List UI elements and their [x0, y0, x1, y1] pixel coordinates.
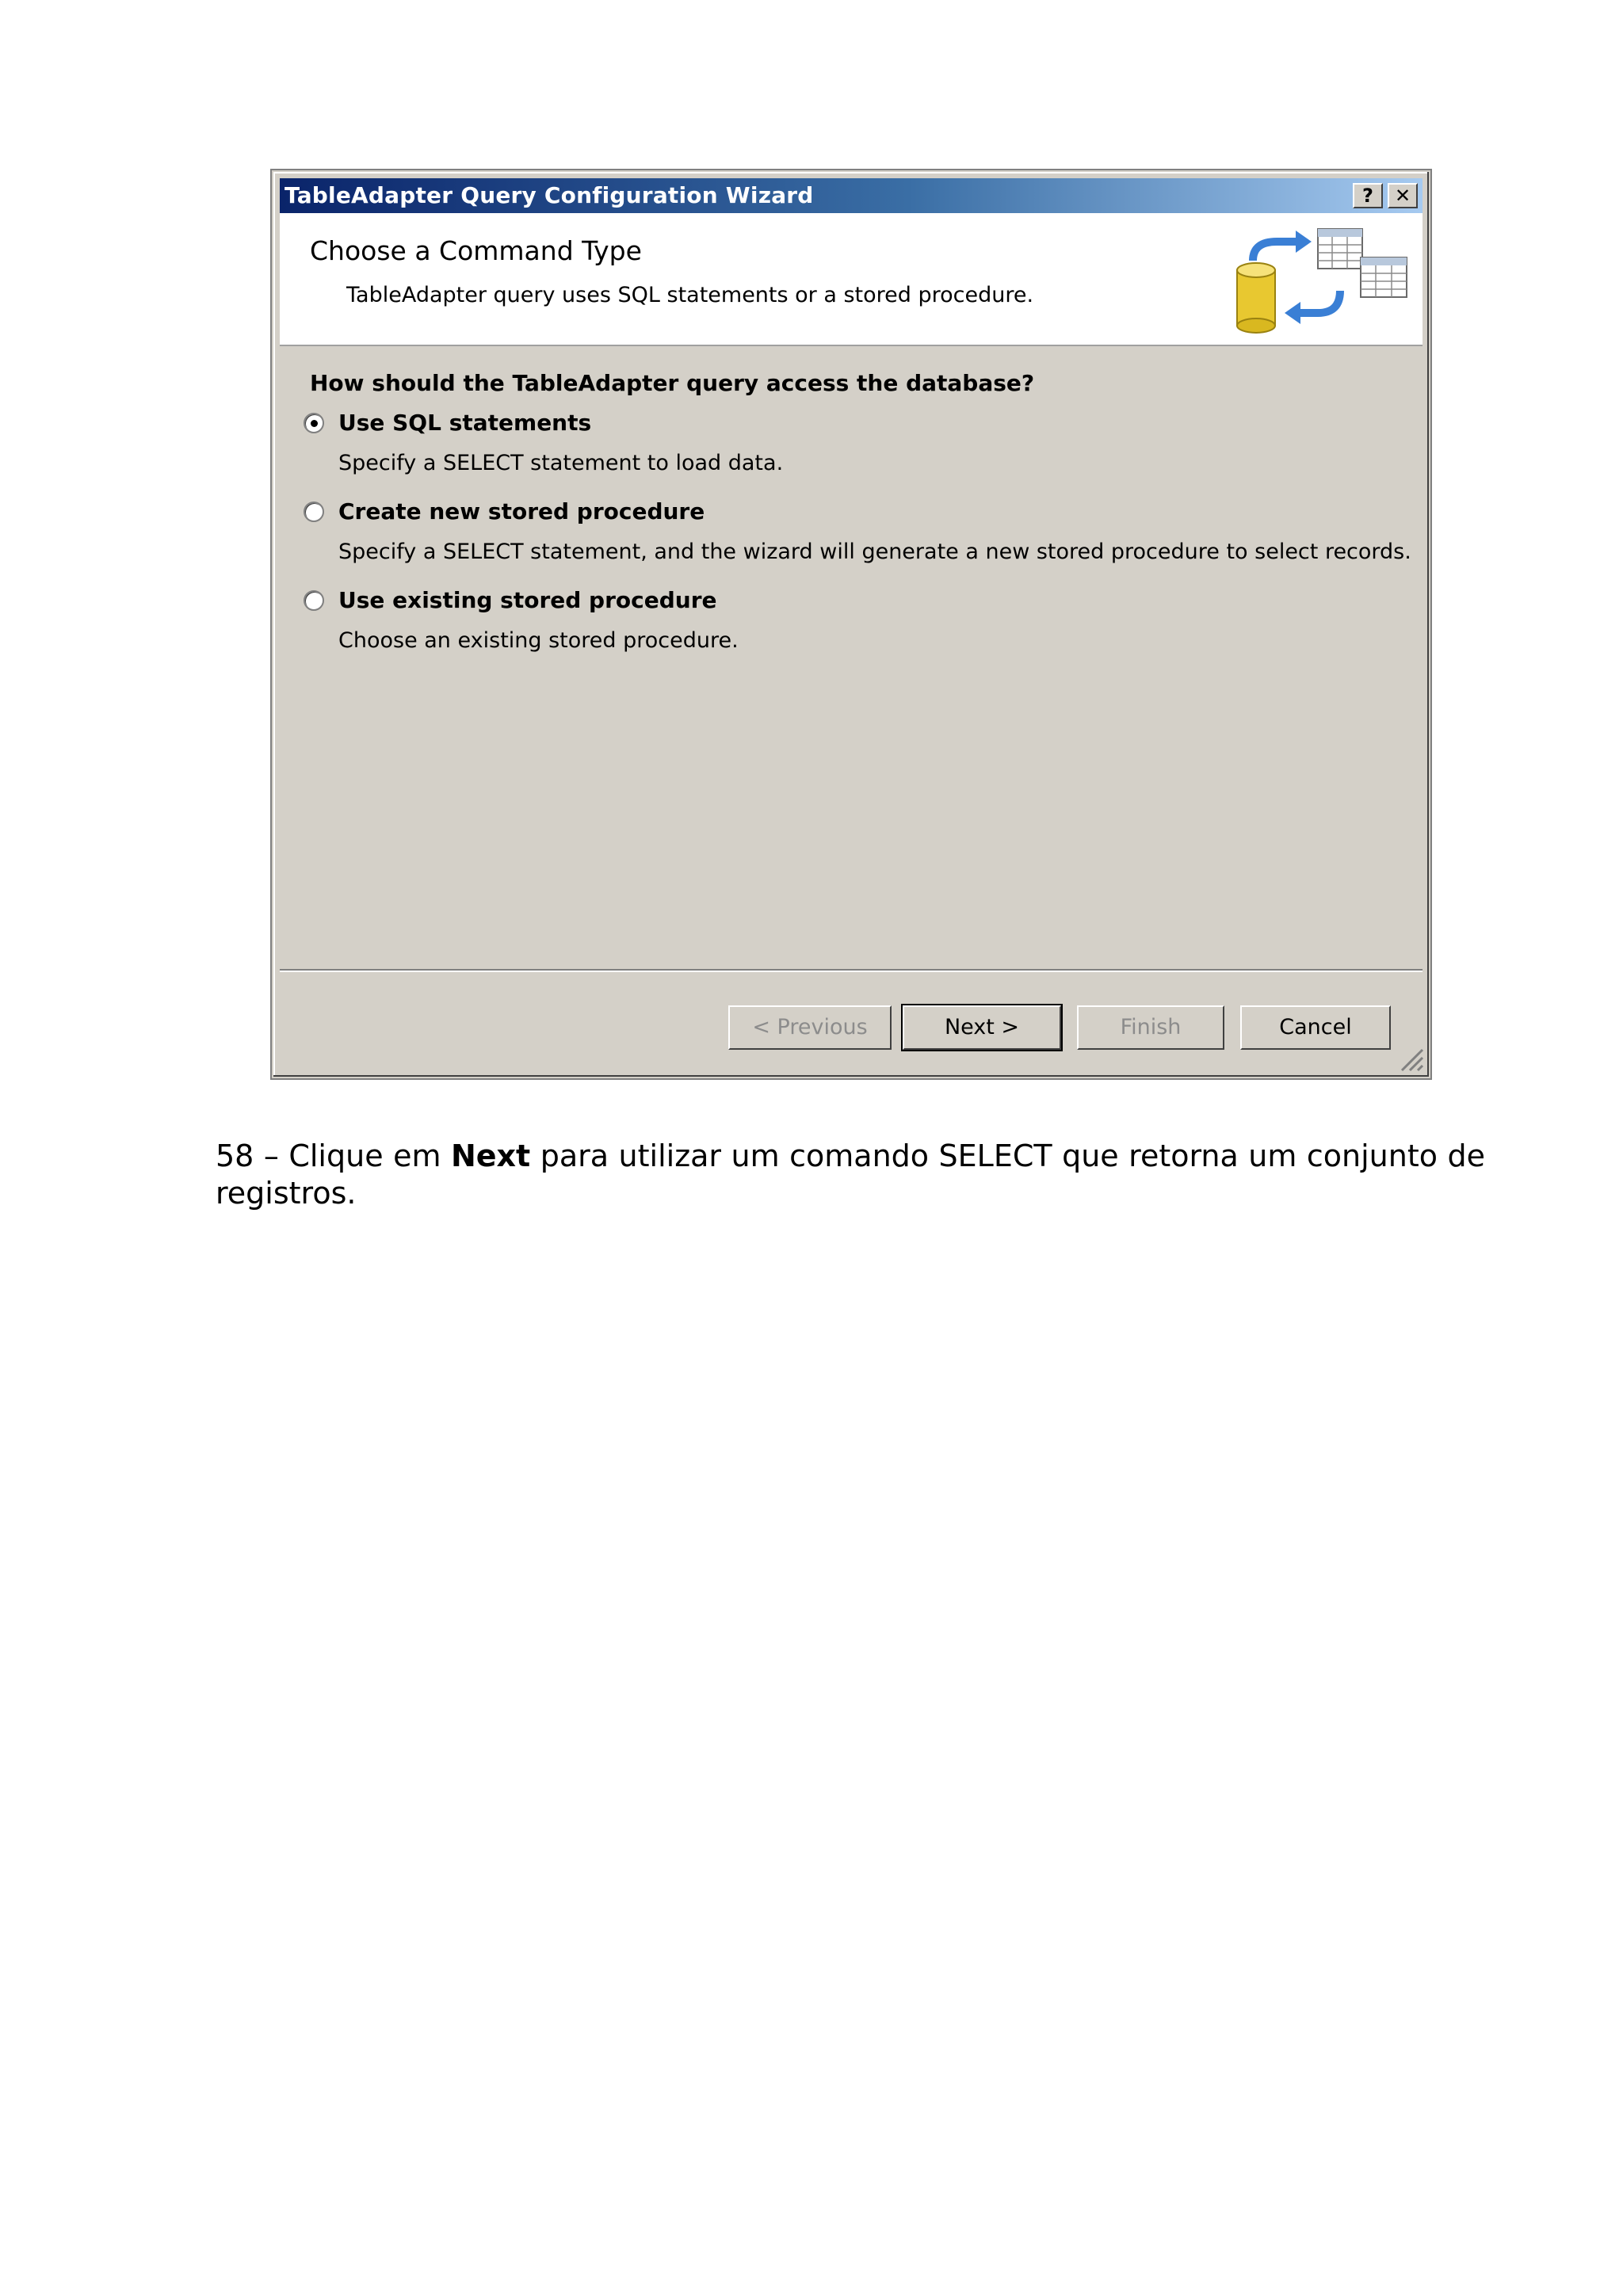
- caption-prefix: 58 – Clique em: [216, 1138, 451, 1173]
- radio-dot-icon: [311, 420, 318, 427]
- figure-caption: [216, 1138, 1485, 1212]
- option-label[interactable]: Use SQL statements: [338, 410, 592, 436]
- resize-grip-icon[interactable]: [1396, 1043, 1424, 1072]
- finish-button[interactable]: Finish: [1077, 1005, 1224, 1050]
- option-description: Choose an existing stored procedure.: [338, 628, 739, 653]
- radio-button[interactable]: [304, 502, 324, 522]
- arrow-left-icon: [1285, 291, 1340, 324]
- page-title: Choose a Command Type: [310, 235, 642, 266]
- radio-button[interactable]: [304, 590, 324, 611]
- option-description: Specify a SELECT statement to load data.: [338, 451, 784, 475]
- arrow-right-icon: [1253, 231, 1312, 261]
- database-tables-icon: [1229, 226, 1411, 337]
- dialog-title: TableAdapter Query Configuration Wizard: [285, 182, 814, 208]
- wizard-dialog: [272, 170, 1430, 1078]
- footer-separator: [280, 969, 1423, 972]
- database-cylinder-icon: [1237, 263, 1275, 333]
- next-button[interactable]: Next >: [903, 1005, 1061, 1050]
- option-use-sql-statements[interactable]: [304, 410, 621, 438]
- wizard-header: [280, 213, 1423, 346]
- caption-bold-next: Next: [450, 1138, 531, 1173]
- access-question: How should the TableAdapter query access the database?: [310, 370, 1035, 396]
- previous-button[interactable]: < Previous: [728, 1005, 892, 1050]
- cancel-button[interactable]: Cancel: [1240, 1005, 1391, 1050]
- title-bar[interactable]: [280, 178, 1423, 213]
- option-use-existing-stored-procedure[interactable]: [304, 587, 717, 616]
- table-icon: [1361, 257, 1407, 297]
- radio-button-selected[interactable]: [304, 413, 324, 433]
- option-label[interactable]: Create new stored procedure: [338, 498, 705, 524]
- table-icon: [1318, 229, 1362, 269]
- help-button[interactable]: ?: [1353, 183, 1383, 208]
- caption-suffix: para utilizar um comando SELECT que retorna um conjunto de registros.: [216, 1138, 1485, 1211]
- option-create-stored-procedure[interactable]: [304, 498, 705, 527]
- option-description: Specify a SELECT statement, and the wizard will generate a new stored procedure to select records.: [338, 540, 1411, 564]
- option-label[interactable]: Use existing stored procedure: [338, 587, 717, 613]
- page-subtitle: TableAdapter query uses SQL statements or a stored procedure.: [346, 283, 1034, 307]
- close-button[interactable]: ✕: [1388, 183, 1418, 208]
